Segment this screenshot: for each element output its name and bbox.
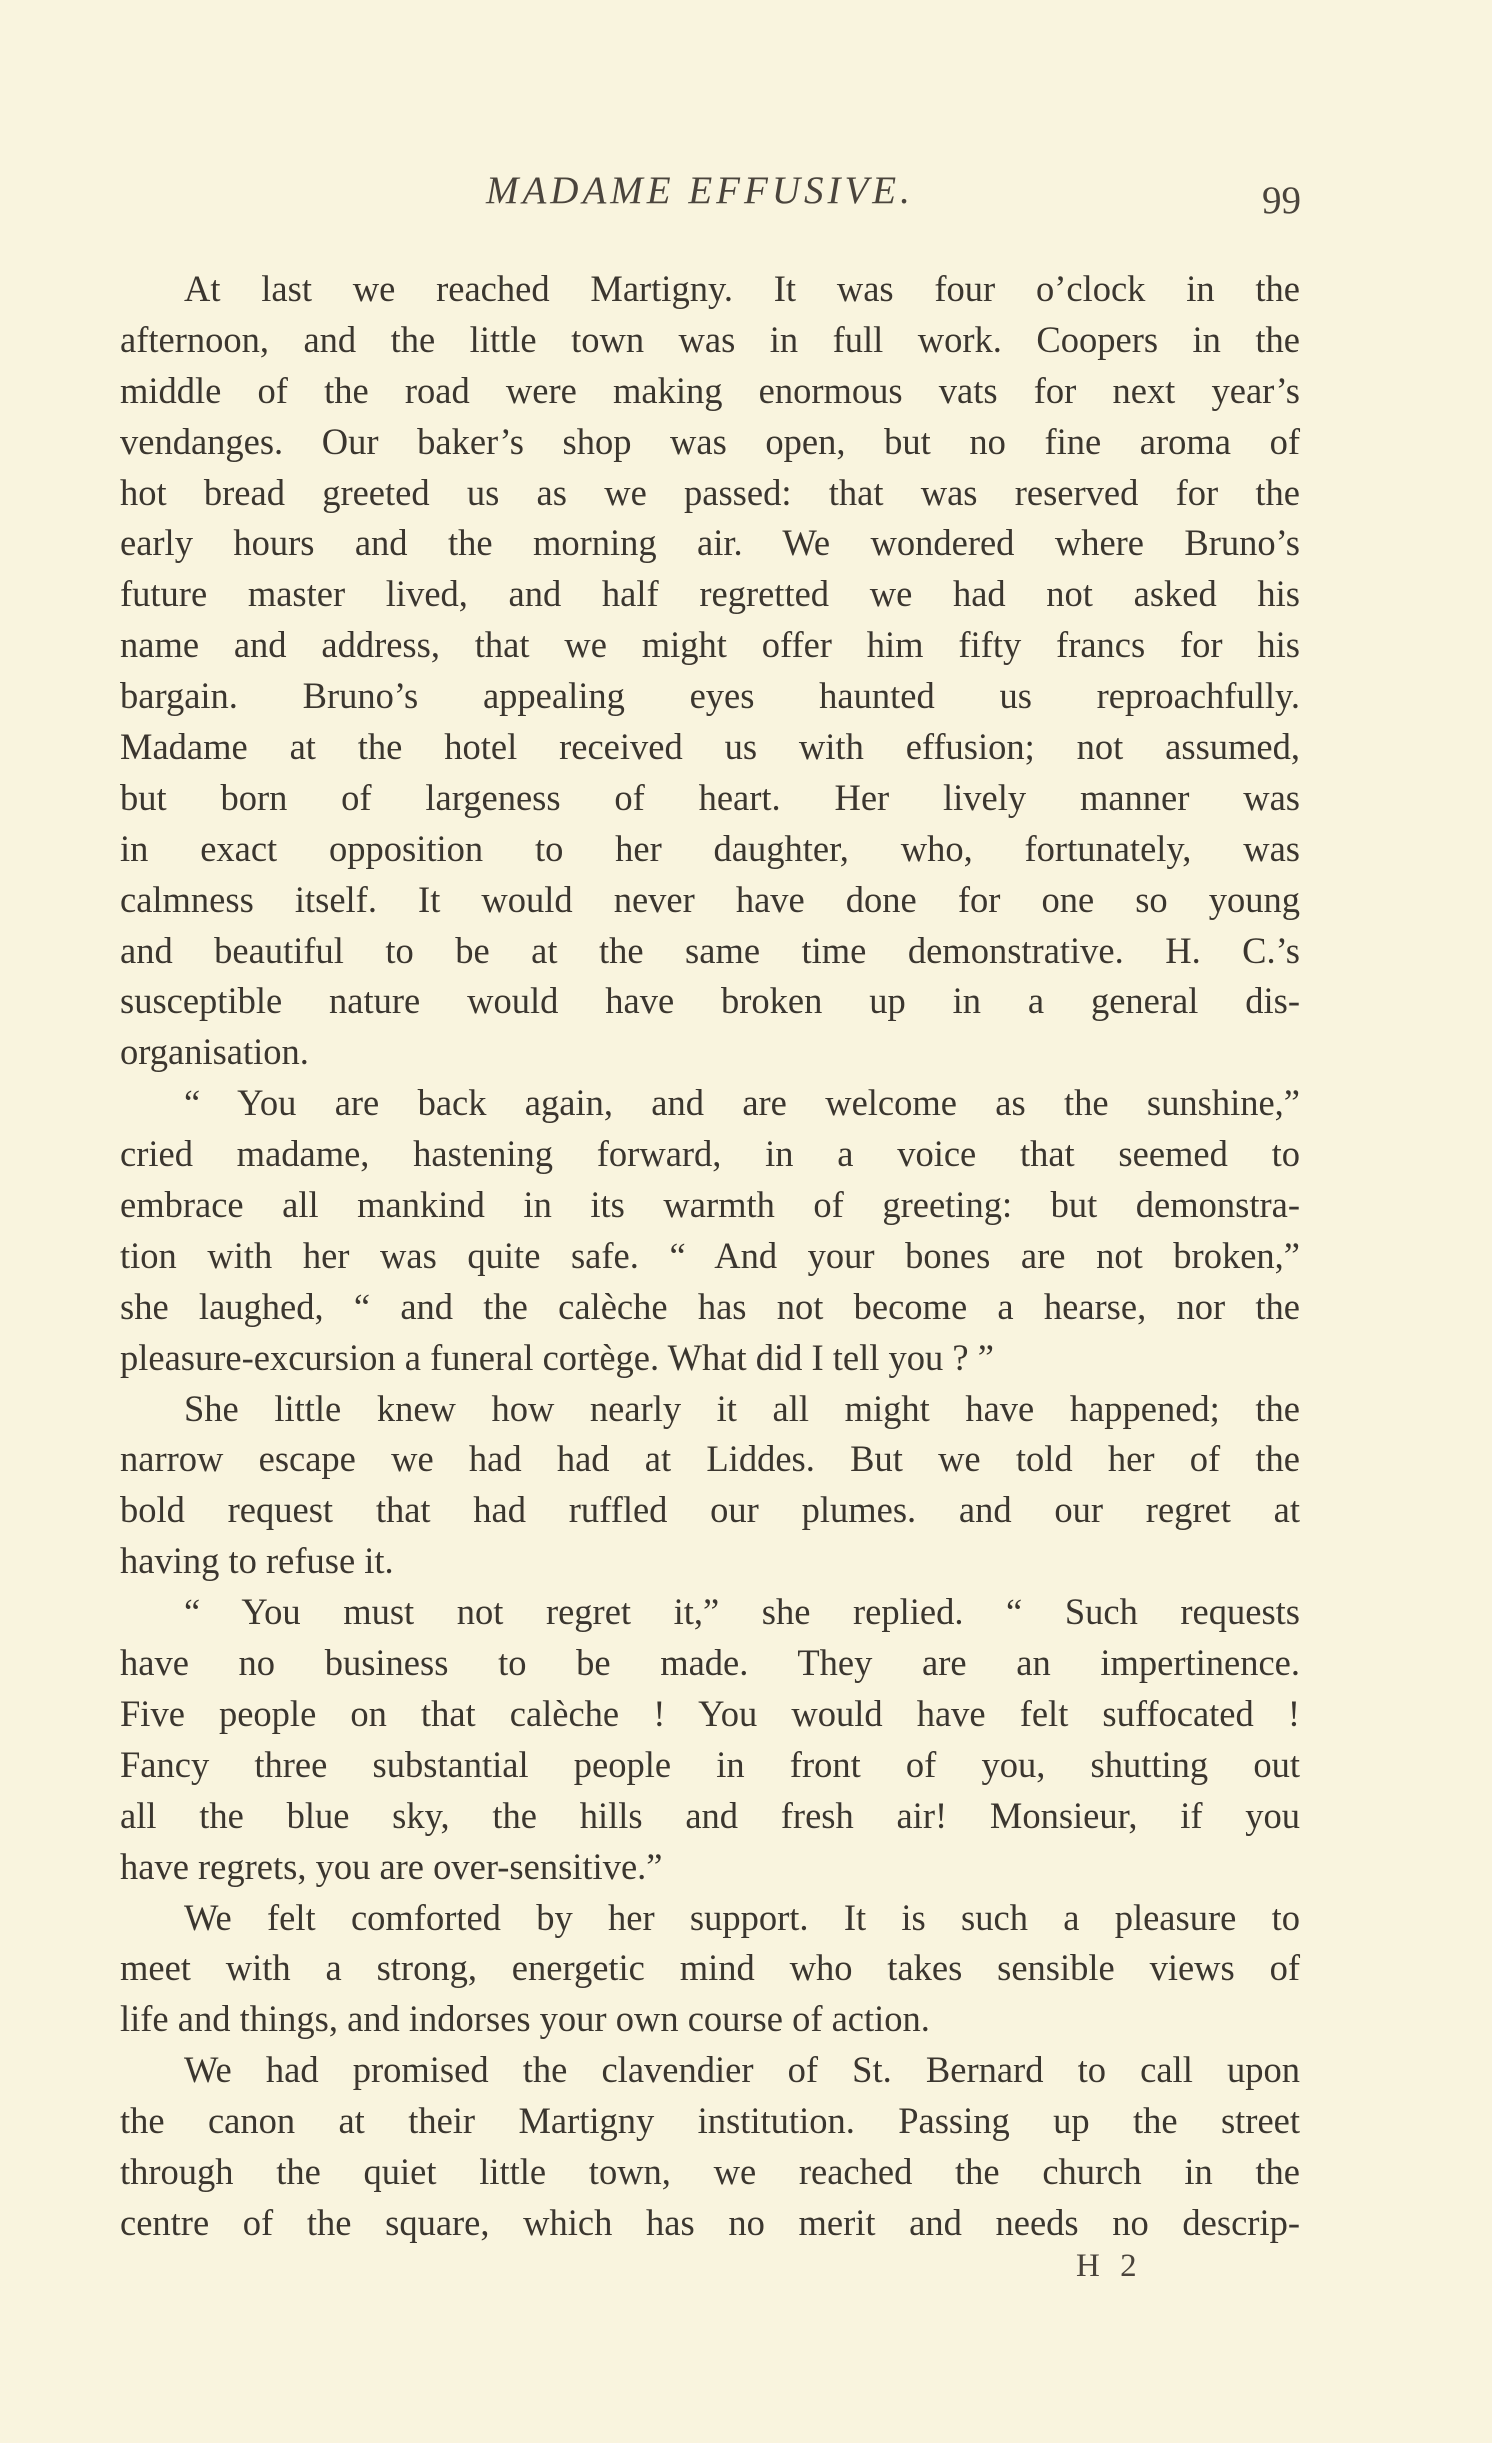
text-line: “ You must not regret it,” she replied. “ Such requests xyxy=(184,1591,1300,1633)
text-line: name and address, that we might offer him fifty francs for his xyxy=(120,624,1300,666)
text-line: Five people on that calèche ! You would have felt suffocated ! xyxy=(120,1692,1300,1734)
text-line: We had promised the clavendier of St. Bernard to call upon xyxy=(184,2049,1300,2091)
text-line: have regrets, you are over-sensitive.” xyxy=(120,1845,663,1887)
text-line: middle of the road were making enormous vats for next year’s xyxy=(120,369,1300,411)
text-line: vendanges. Our baker’s shop was open, but no fine aroma of xyxy=(120,420,1300,462)
text-line: narrow escape we had had at Liddes. But we told her of the xyxy=(120,1438,1300,1480)
text-line: “ You are back again, and are welcome as the sunshine,” xyxy=(184,1082,1300,1124)
text-line: future master lived, and half regretted we had not asked his xyxy=(120,573,1300,615)
text-line: early hours and the morning air. We wondered where Bruno’s xyxy=(120,522,1300,564)
text-line: and beautiful to be at the same time demonstrative. H. C.’s xyxy=(120,929,1300,971)
text-line: the canon at their Martigny institution. Passing up the street xyxy=(120,2100,1300,2142)
text-line: Fancy three substantial people in front of you, shutting out xyxy=(120,1743,1300,1785)
text-line: centre of the square, which has no merit and needs no descrip- xyxy=(120,2201,1300,2243)
text-line: meet with a strong, energetic mind who takes sensible views of xyxy=(120,1947,1300,1989)
text-line: all the blue sky, the hills and fresh air! Monsieur, if you xyxy=(120,1794,1300,1836)
text-line: afternoon, and the little town was in full work. Coopers in the xyxy=(120,318,1300,360)
text-line: At last we reached Martigny. It was four o’clock in the xyxy=(184,268,1300,309)
text-line: embrace all mankind in its warmth of greeting: but demonstra- xyxy=(120,1184,1300,1226)
text-line: pleasure-excursion a funeral cortège. What did I tell you ? ” xyxy=(120,1336,994,1378)
text-line: She little knew how nearly it all might have happened; the xyxy=(184,1387,1300,1429)
text-line: cried madame, hastening forward, in a voice that seemed to xyxy=(120,1133,1300,1175)
text-line: susceptible nature would have broken up in a general dis- xyxy=(120,980,1300,1022)
text-line: organisation. xyxy=(120,1031,309,1073)
text-line: life and things, and indorses your own course of action. xyxy=(120,1998,930,2040)
text-line: tion with her was quite safe. “ And your bones are not broken,” xyxy=(120,1234,1300,1276)
text-line: bold request that had ruffled our plumes. and our regret at xyxy=(120,1489,1300,1531)
running-title: MADAME EFFUSIVE. xyxy=(486,169,914,212)
text-line: in exact opposition to her daughter, who, fortunately, was xyxy=(120,827,1300,869)
signature-mark: H 2 xyxy=(1076,2248,1143,2284)
text-line: calmness itself. It would never have done for one so young xyxy=(120,878,1300,920)
text-line: but born of largeness of heart. Her lively manner was xyxy=(120,776,1300,818)
text-line: have no business to be made. They are an impertinence. xyxy=(120,1642,1300,1684)
body-text xyxy=(120,264,1300,2249)
text-line: she laughed, “ and the calèche has not become a hearse, nor the xyxy=(120,1285,1300,1327)
text-line: Madame at the hotel received us with effusion; not assumed, xyxy=(120,726,1300,768)
text-line: through the quiet little town, we reached the church in the xyxy=(120,2150,1300,2192)
text-line: bargain. Bruno’s appealing eyes haunted us reproachfully. xyxy=(120,675,1300,717)
text-line: having to refuse it. xyxy=(120,1540,394,1582)
text-line: hot bread greeted us as we passed: that was reserved for the xyxy=(120,471,1300,513)
text-line: We felt comforted by her support. It is such a pleasure to xyxy=(184,1896,1300,1938)
page-number: 99 xyxy=(1262,179,1301,222)
